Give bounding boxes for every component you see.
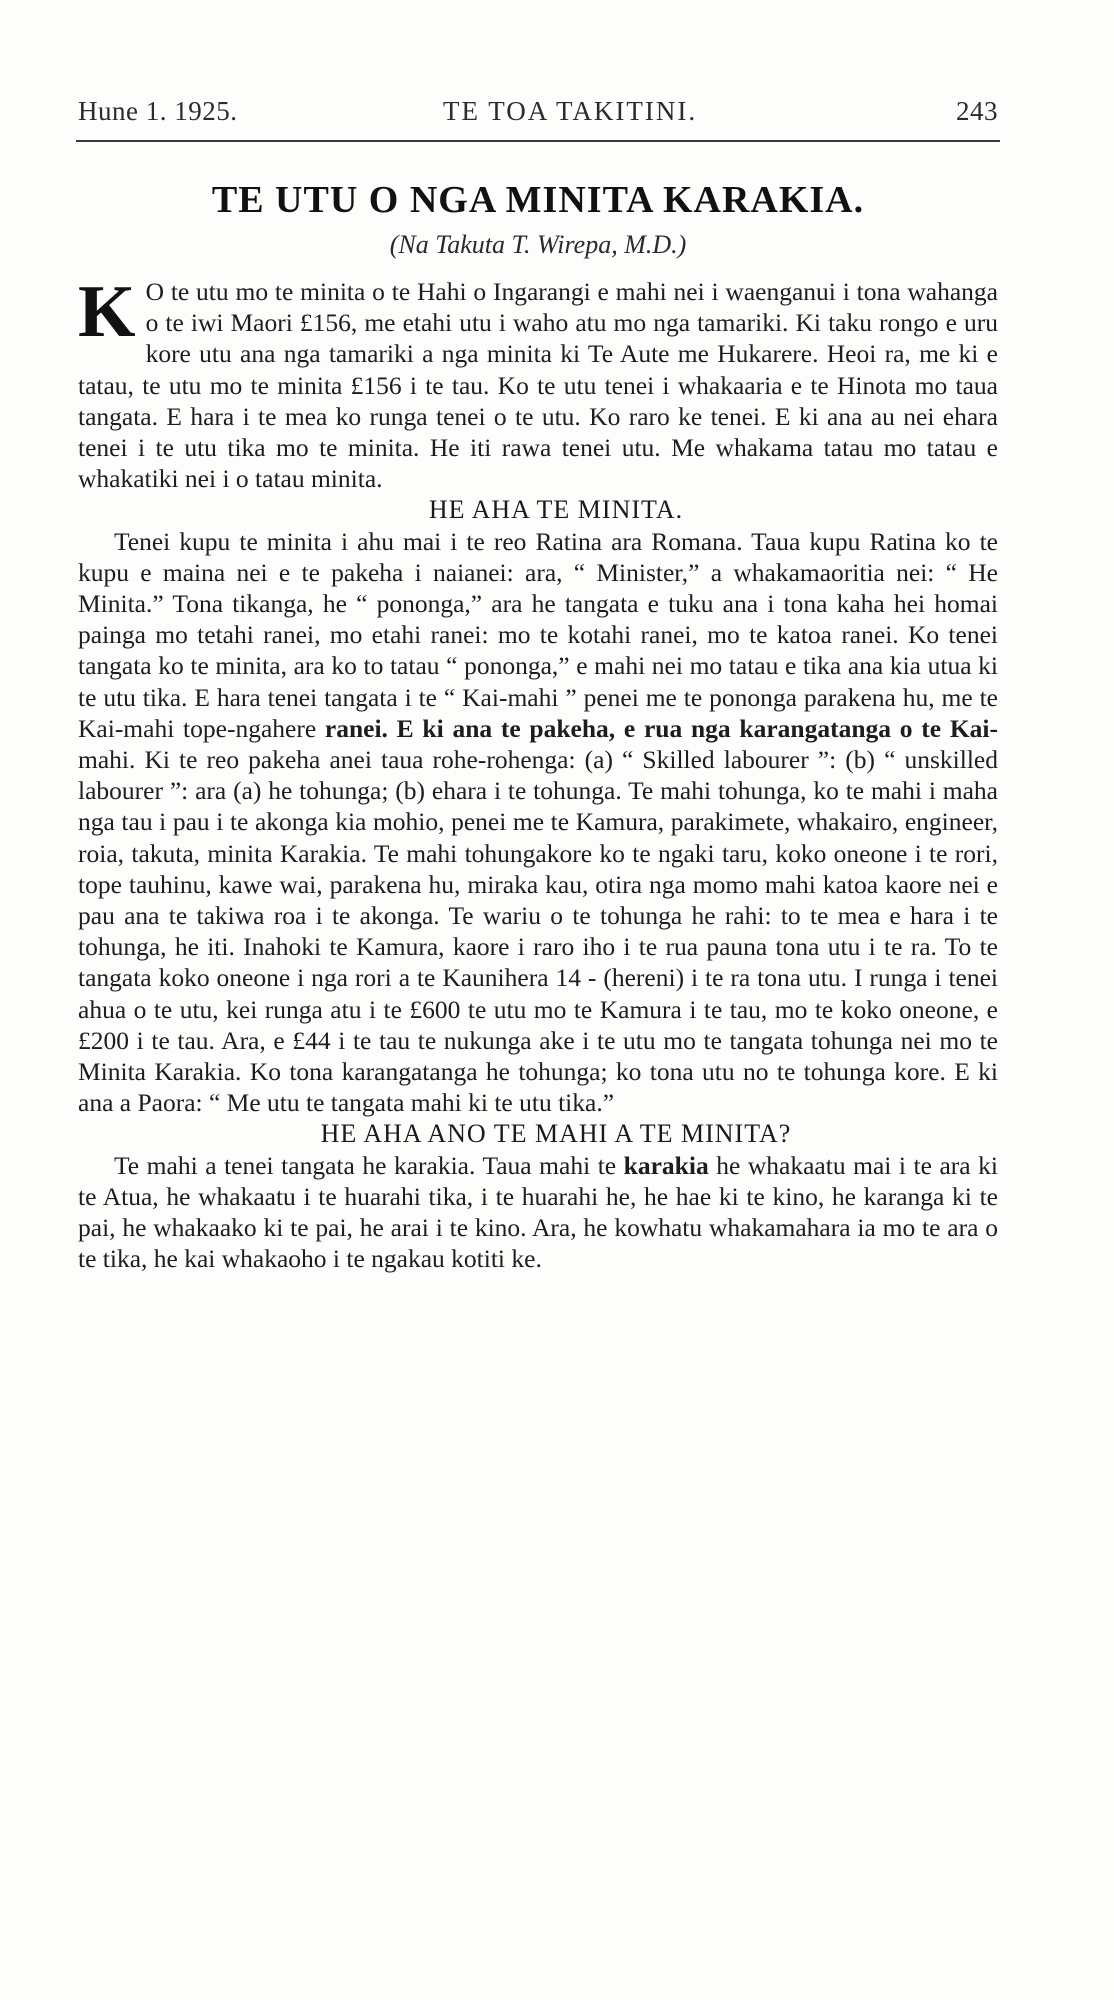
- intro-text: O te utu mo te minita o te Hahi o Ingarangi e mahi nei i waenganui i tona wahanga o te iwi Maori £156, me etahi utu i waho atu mo nga tamariki. Ki taku rongo e uru kore utu ana nga tamariki a nga minita ki Te Aute me Hukarere. Heoi ra, me ki e tatau, te utu mo te minita £156 i te tau. Ko te utu tenei i whakaaria e te Hinota mo taua tangata. E hara i te mea ko runga tenei o te utu. Ko raro ke tenei. E ki ana au nei ehara tenei i te utu tika mo te minita. He iti rawa tenei utu. Me whakama tatau mo tatau e whakatiki nei i o tatau minita.: [78, 277, 998, 494]
- paragraph-mahi-text-a: Te mahi a tenei tangata he karakia. Taua mahi te: [114, 1150, 624, 1180]
- paragraph-mahi-text-c: he whakaatu mai i te ara ki te Atua, he whakaatu i te huarahi tika, i te huarahi he, he hae ki te kino, he karanga ki te pai, he whakaako ki te pai, he arai i te kino. Ara, he kowhatu whakamahara ia mo te ara o te tika, he kai whakaoho i te ngakau kotiti ke.: [78, 1150, 998, 1274]
- paragraph-mahi: [78, 1150, 998, 1275]
- running-header: [78, 96, 998, 136]
- article-byline: (Na Takuta T. Wirepa, M.D.): [389, 230, 687, 259]
- paragraph-minita-text-b: ranei. E ki ana te pakeha, e rua nga karangatanga o te Kai-: [324, 713, 998, 743]
- paragraph-minita-text-c: mahi. Ki te reo pakeha anei taua rohe-rohenga: (a) “ Skilled labourer ”: (b) “ unskilled labourer ”: ara (a) he tohunga; (b) ehara i te tohunga. Te mahi tohunga, ko te mahi i maha nga tau i pau i te akonga kia mohio, penei me te Kamura, parakimete, whakairo, engineer, roia, takuta, minita Karakia. Te mahi tohungakore ko te ngaki taru, koko oneone i te rori, tope tauhinu, kawe wai, parakena hu, miraka kau, otira nga momo mahi katoa kaore nei e pau ana te takiwa roa i te akonga. Te wariu o te tohunga he rahi: to te mea e hara i te tohunga, he iti. Inahoki te Kamura, kaore i raro iho i te rua pauna tona utu i te ra. To te tangata koko oneone i nga rori a te Kaunihera 14 - (hereni) i te ra tona utu. I runga i tenei ahua o te utu, kei runga atu i te £600 te utu mo te Kamura i te tau, mo te koko oneone, e £200 i te tau. Ara, e £44 i te tau te nukunga ake i te utu mo te tangata tohunga nei mo te Minita Karakia. Ko tona karangatanga he tohunga; ko tona utu no te tohunga kore. E ki ana a Paora: “ Me utu te tangata mahi ki te utu tika.”: [78, 745, 998, 1118]
- section-heading-mahi: HE AHA ANO TE MAHI A TE MINITA?: [320, 1119, 792, 1149]
- page-number: 243: [956, 96, 998, 126]
- paragraph-minita-text-a: Tenei kupu te minita i ahu mai i te reo Ratina ara Romana. Taua kupu Ratina ko te kupu e maina nei e te pakeha i naianei: ara, “ Minister,” a whakamaoritia nei: “ He Minita.” Tona tikanga, he “ pononga,” ara he tangata e tuku ana i tona kaha hei homai painga mo tetahi ranei, mo etahi ranei: mo te kotahi ranei, mo te katoa ranei. Ko tenei tangata ko te minita, ara ko to tatau “ pononga,” e mahi nei mo tatau e tika ana kia utua ki te utu tika. E hara tenei tangata i te “ Kai-mahi ” penei me te pononga parakena hu, me te Kai-mahi tope-ngahere: [78, 526, 998, 743]
- intro-paragraph: [78, 271, 998, 494]
- paragraph-minita: [78, 526, 998, 1119]
- section-heading-minita: HE AHA TE MINITA.: [428, 495, 684, 525]
- drop-cap: K: [78, 271, 136, 353]
- article-title: TE UTU O NGA MINITA KARAKIA.: [211, 179, 865, 221]
- journal-title: TE TOA TAKITINI.: [443, 96, 698, 126]
- header-rule: [76, 140, 1000, 142]
- paragraph-mahi-text-b: karakia: [623, 1150, 709, 1180]
- issue-date: Hune 1. 1925.: [78, 96, 238, 126]
- article-body: [78, 271, 998, 1275]
